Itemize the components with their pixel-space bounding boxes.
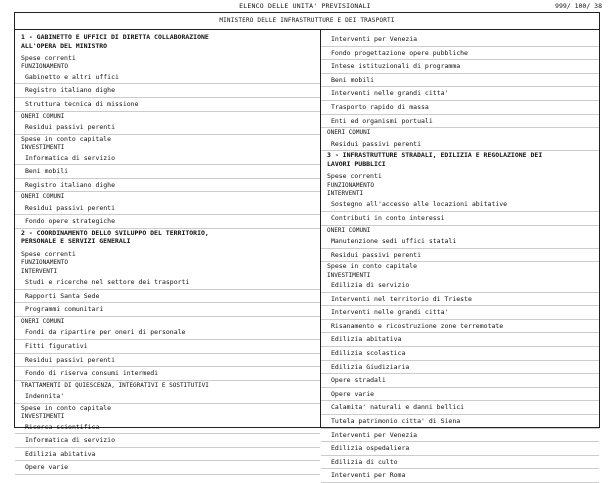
left-column bbox=[15, 30, 320, 472]
entry-item: Interventi per Venezia bbox=[321, 33, 599, 47]
entry-item: Sostegno all'accesso alle locazioni abitative bbox=[321, 198, 599, 212]
entry-item: Risanamento e ricostruzione zone terremotate bbox=[321, 320, 599, 334]
subcategory-label: INVESTIMENTI bbox=[21, 413, 65, 421]
group-label: ONERI COMUNI bbox=[21, 112, 65, 120]
subcategory-label: FUNZIONAMENTO bbox=[21, 259, 68, 267]
entry-item: Residui passivi perenti bbox=[15, 354, 320, 368]
subcategory-label: FUNZIONAMENTO bbox=[21, 63, 68, 71]
entry-item: Residui passivi perenti bbox=[321, 138, 599, 152]
entry-item: Calamita' naturali e danni bellici bbox=[321, 401, 599, 415]
entry-item: Indennita' bbox=[15, 390, 320, 404]
entry-item: Edilizia scolastica bbox=[321, 347, 599, 361]
entry-item: Struttura tecnica di missione bbox=[15, 98, 320, 112]
entry-item: Residui passivi perenti bbox=[15, 202, 320, 216]
entry-item: Fitti figurativi bbox=[15, 340, 320, 354]
columns bbox=[15, 30, 599, 480]
right-column bbox=[321, 30, 599, 480]
entry-item: Opere stradali bbox=[321, 374, 599, 388]
section-heading: LAVORI PUBBLICI bbox=[327, 159, 386, 168]
group-label: INTERVENTI bbox=[21, 267, 58, 275]
category-label: Spese correnti bbox=[327, 172, 382, 181]
category-label: Spese correnti bbox=[21, 249, 76, 258]
entry-item: Enti ed organismi portuali bbox=[321, 115, 599, 129]
entry-item: Edilizia abitativa bbox=[15, 448, 320, 462]
entry-item: Fondo opere strategiche bbox=[15, 215, 320, 229]
entry-item: Interventi nel territorio di Trieste bbox=[321, 293, 599, 307]
entry-item: Edilizia di culto bbox=[321, 456, 599, 470]
section-heading: ALL'OPERA DEL MINISTRO bbox=[21, 41, 108, 50]
entry-item: Gabinetto e altri uffici bbox=[15, 71, 320, 85]
entry-item: Opere varie bbox=[321, 388, 599, 402]
entry-item: Edilizia di servizio bbox=[321, 279, 599, 293]
document-frame bbox=[14, 12, 600, 480]
entry-item: Beni mobili bbox=[321, 74, 599, 88]
group-label: ONERI COMUNI bbox=[21, 317, 65, 325]
entry-item: Residui passivi perenti bbox=[15, 121, 320, 135]
category-label: Spese correnti bbox=[21, 54, 76, 62]
entry-item: Interventi nelle grandi citta' bbox=[321, 87, 599, 101]
entry-item: Edilizia abitativa bbox=[321, 333, 599, 347]
entry-item: Edilizia Giudiziaria bbox=[321, 361, 599, 375]
entry-item: Trasporto rapido di massa bbox=[321, 101, 599, 115]
page-code: 999/ 100/ 38 bbox=[555, 2, 602, 10]
group-label: ONERI COMUNI bbox=[21, 193, 65, 201]
entry-item: Edilizia ospedaliera bbox=[321, 442, 599, 456]
entry-item: Ricerca scientifica bbox=[15, 421, 320, 435]
entry-item: Informatica di servizio bbox=[15, 434, 320, 448]
entry-item: Contributi in conto interessi bbox=[321, 212, 599, 226]
section-heading: 3 - INFRASTRUTTURE STRADALI, EDILIZIA E REGOLAZIONE DEI bbox=[327, 151, 543, 160]
entry-item: Interventi per Venezia bbox=[321, 429, 599, 443]
entry-item: Fondo progettazione opere pubbliche bbox=[321, 47, 599, 61]
entry-item: Tutela patrimonio citta' di Siena bbox=[321, 415, 599, 429]
entry-item: Rapporti Santa Sede bbox=[15, 290, 320, 304]
group-label: ONERI COMUNI bbox=[327, 129, 371, 137]
subcategory-label: INVESTIMENTI bbox=[21, 144, 65, 152]
entry-item: Registro italiano dighe bbox=[15, 179, 320, 193]
section-heading: PERSONALE E SERVIZI GENERALI bbox=[21, 237, 131, 246]
entry-item: Fondo di riserva consumi intermedi bbox=[15, 367, 320, 381]
subcategory-label: FUNZIONAMENTO bbox=[327, 181, 374, 189]
entry-item: Informatica di servizio bbox=[15, 152, 320, 166]
group-label: INTERVENTI bbox=[327, 190, 364, 198]
ministry-heading: MINISTERO DELLE INFRASTRUTTURE E DEI TRASPORTI bbox=[15, 13, 599, 30]
subcategory-label: INVESTIMENTI bbox=[327, 271, 371, 279]
entry-item: Programmi comunitari bbox=[15, 303, 320, 317]
group-label: TRATTAMENTI DI QUIESCENZA, INTEGRATIVI E SOSTITUTIVI bbox=[21, 381, 209, 389]
entry-item: Interventi nelle grandi citta' bbox=[321, 306, 599, 320]
entry-item: Registro italiano dighe bbox=[15, 84, 320, 98]
document-title: ELENCO DELLE UNITA' PREVISIONALI bbox=[239, 2, 371, 10]
section-heading: 2 - COORDINAMENTO DELLO SVILUPPO DEL TERRITORIO, bbox=[21, 228, 209, 237]
entry-item: Studi e ricerche nel settore dei trasporti bbox=[15, 276, 320, 290]
entry-item: Residui passivi perenti bbox=[321, 249, 599, 263]
entry-item: Interventi per Roma bbox=[321, 469, 599, 483]
section-heading: 1 - GABINETTO E UFFICI DI DIRETTA COLLABORAZIONE bbox=[21, 33, 209, 41]
category-label: Spese in conto capitale bbox=[327, 262, 418, 271]
entry-item: Manutenzione sedi uffici statali bbox=[321, 235, 599, 249]
category-label: Spese in conto capitale bbox=[21, 134, 112, 143]
category-label: Spese in conto capitale bbox=[21, 403, 112, 412]
entry-item: Fondi da ripartire per oneri di personale bbox=[15, 326, 320, 340]
entry-item: Beni mobili bbox=[15, 165, 320, 179]
group-label: ONERI COMUNI bbox=[327, 226, 371, 234]
entry-item: Opere varie bbox=[15, 461, 320, 475]
entry-item: Intese istituzionali di programma bbox=[321, 60, 599, 74]
